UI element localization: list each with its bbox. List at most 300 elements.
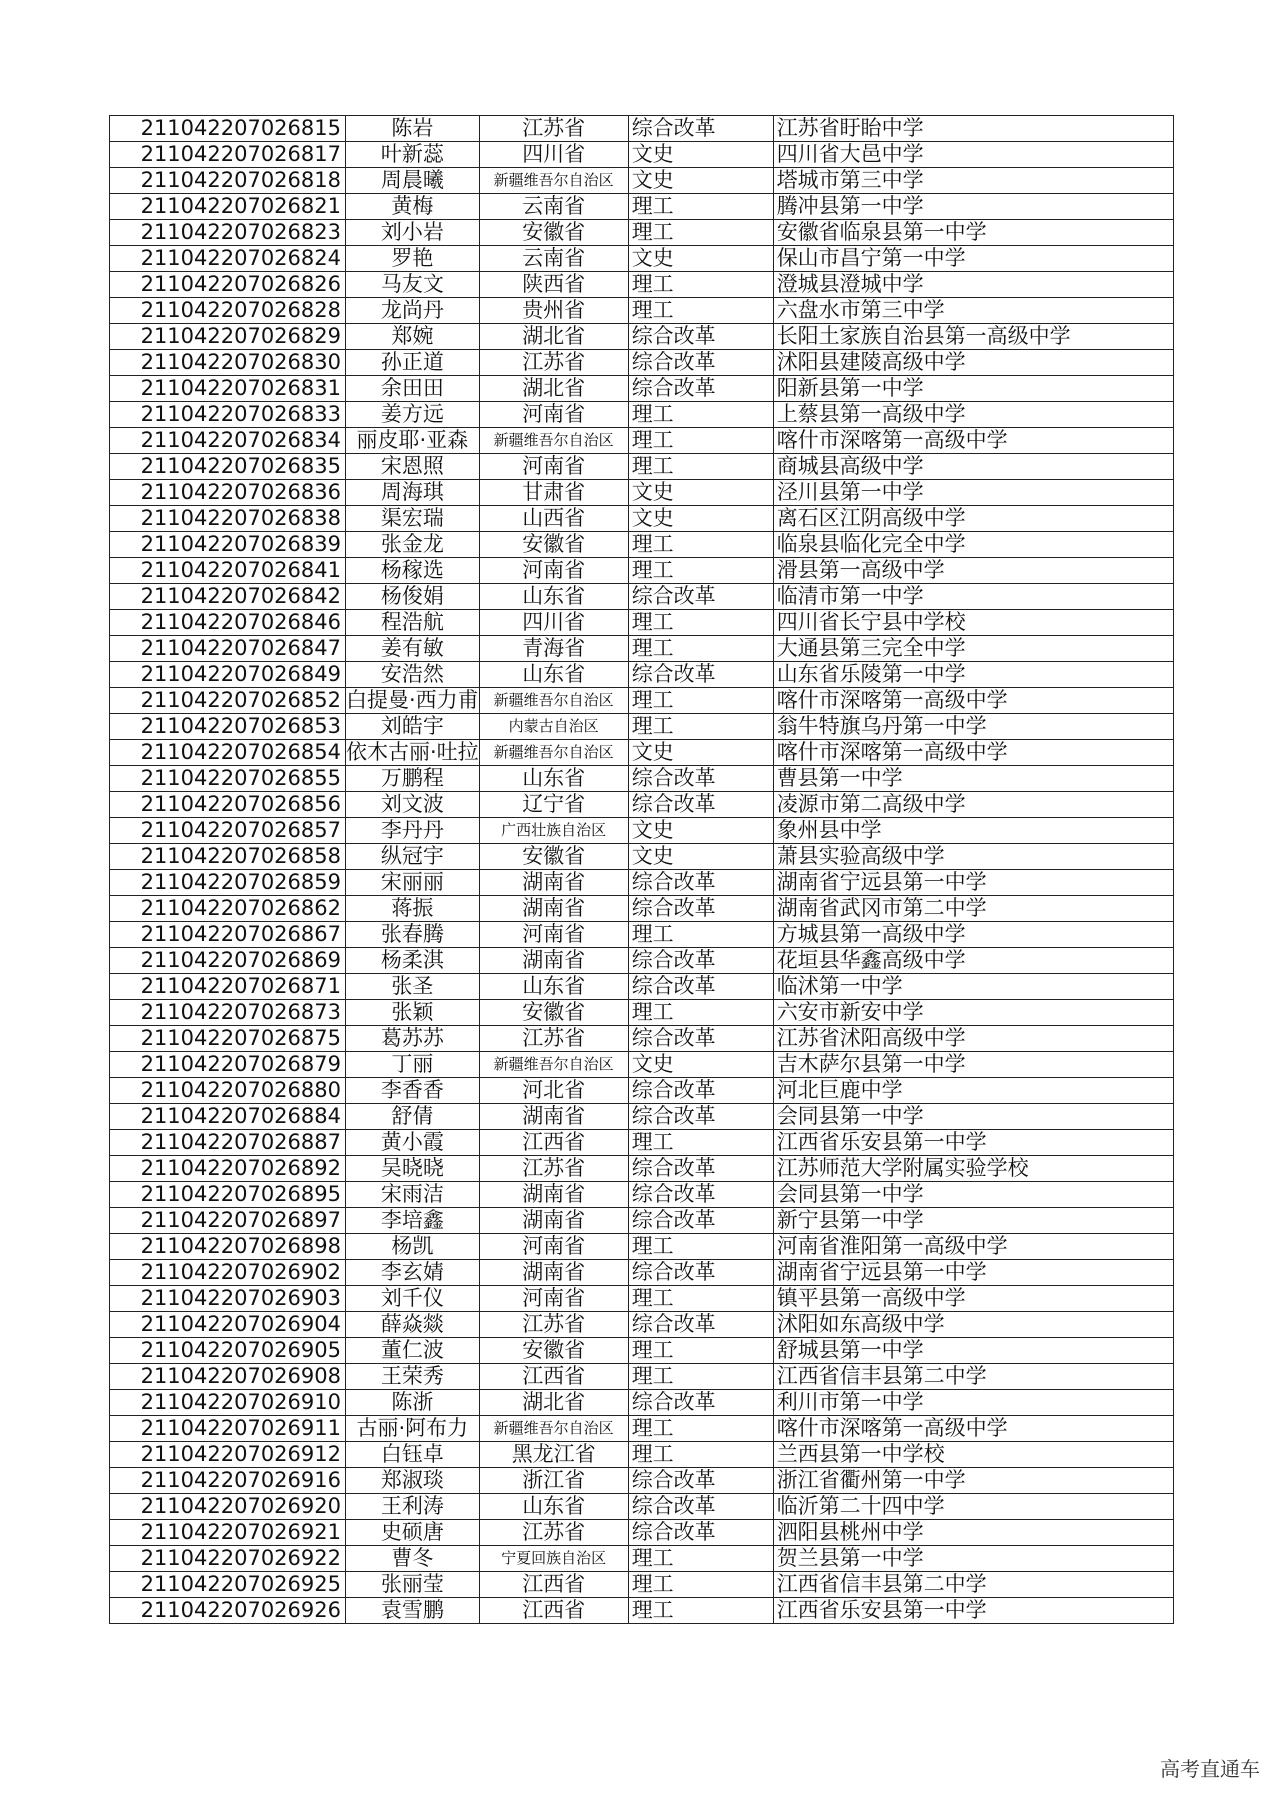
table-row — [110, 584, 1174, 610]
student-name-cell: 刘千仪 — [346, 1286, 480, 1312]
subject-type-cell: 综合改革 — [628, 1468, 773, 1494]
student-name-cell: 王利涛 — [346, 1494, 480, 1520]
subject-type-cell: 理工 — [628, 272, 773, 298]
school-cell: 临沭第一中学 — [773, 974, 1173, 1000]
province-cell: 云南省 — [479, 194, 628, 220]
subject-type-cell: 理工 — [628, 714, 773, 740]
province-cell: 山东省 — [479, 974, 628, 1000]
student-name-cell: 程浩航 — [346, 610, 480, 636]
student-id-cell: 211042207026902 — [110, 1260, 346, 1286]
student-name-cell: 渠宏瑞 — [346, 506, 480, 532]
school-cell: 江苏省盱眙中学 — [773, 116, 1173, 142]
student-id-cell: 211042207026839 — [110, 532, 346, 558]
table-row — [110, 558, 1174, 584]
table-row — [110, 1468, 1174, 1494]
province-cell: 甘肃省 — [479, 480, 628, 506]
table-row — [110, 350, 1174, 376]
table-row — [110, 1104, 1174, 1130]
province-cell: 河南省 — [479, 402, 628, 428]
table-row — [110, 454, 1174, 480]
student-name-cell: 葛苏苏 — [346, 1026, 480, 1052]
student-name-cell: 万鹏程 — [346, 766, 480, 792]
school-cell: 江西省乐安县第一中学 — [773, 1130, 1173, 1156]
subject-type-cell: 文史 — [628, 168, 773, 194]
school-cell: 凌源市第二高级中学 — [773, 792, 1173, 818]
subject-type-cell: 理工 — [628, 1000, 773, 1026]
province-cell: 山东省 — [479, 584, 628, 610]
subject-type-cell: 理工 — [628, 532, 773, 558]
subject-type-cell: 文史 — [628, 142, 773, 168]
province-cell: 江苏省 — [479, 116, 628, 142]
school-cell: 湖南省宁远县第一中学 — [773, 1260, 1173, 1286]
province-cell: 河南省 — [479, 922, 628, 948]
province-cell: 安徽省 — [479, 1000, 628, 1026]
school-cell: 镇平县第一高级中学 — [773, 1286, 1173, 1312]
table-row — [110, 1156, 1174, 1182]
school-cell: 河南省淮阳第一高级中学 — [773, 1234, 1173, 1260]
subject-type-cell: 理工 — [628, 558, 773, 584]
admission-table — [109, 115, 1174, 1624]
student-name-cell: 杨稼选 — [346, 558, 480, 584]
table-row — [110, 818, 1174, 844]
student-id-cell: 211042207026829 — [110, 324, 346, 350]
subject-type-cell: 综合改革 — [628, 1494, 773, 1520]
school-cell: 大通县第三完全中学 — [773, 636, 1173, 662]
student-id-cell: 211042207026817 — [110, 142, 346, 168]
province-cell: 湖南省 — [479, 870, 628, 896]
province-cell: 江苏省 — [479, 1312, 628, 1338]
student-name-cell: 宋恩照 — [346, 454, 480, 480]
province-cell: 湖南省 — [479, 1260, 628, 1286]
school-cell: 江西省信丰县第二中学 — [773, 1364, 1173, 1390]
student-name-cell: 依木古丽·吐拉 — [346, 740, 479, 764]
school-cell: 湖南省宁远县第一中学 — [773, 870, 1173, 896]
table-row — [110, 1234, 1174, 1260]
school-cell: 腾冲县第一中学 — [773, 194, 1173, 220]
table-row — [110, 324, 1174, 350]
table-row — [110, 714, 1174, 740]
school-cell: 四川省长宁县中学校 — [773, 610, 1173, 636]
student-id-cell: 211042207026875 — [110, 1026, 346, 1052]
student-id-cell: 211042207026862 — [110, 896, 346, 922]
province-cell: 新疆维吾尔自治区 — [479, 1416, 628, 1442]
school-cell: 安徽省临泉县第一中学 — [773, 220, 1173, 246]
student-id-cell: 211042207026847 — [110, 636, 346, 662]
subject-type-cell: 综合改革 — [628, 1026, 773, 1052]
subject-type-cell: 文史 — [628, 1052, 773, 1078]
student-name-cell: 李香香 — [346, 1078, 480, 1104]
student-name-cell: 张颖 — [346, 1000, 480, 1026]
school-cell: 滑县第一高级中学 — [773, 558, 1173, 584]
school-cell: 沭阳县建陵高级中学 — [773, 350, 1173, 376]
school-cell: 阳新县第一中学 — [773, 376, 1173, 402]
province-cell: 新疆维吾尔自治区 — [479, 168, 628, 194]
school-cell: 泗阳县桃州中学 — [773, 1520, 1173, 1546]
table-row — [110, 922, 1174, 948]
student-id-cell: 211042207026903 — [110, 1286, 346, 1312]
student-name-cell: 叶新蕊 — [346, 142, 480, 168]
student-id-cell: 211042207026879 — [110, 1052, 346, 1078]
subject-type-cell: 综合改革 — [628, 1260, 773, 1286]
subject-type-cell: 理工 — [628, 1442, 773, 1468]
province-cell: 陕西省 — [479, 272, 628, 298]
student-name-cell: 安浩然 — [346, 662, 480, 688]
table-row — [110, 974, 1174, 1000]
subject-type-cell: 文史 — [628, 844, 773, 870]
student-id-cell: 211042207026873 — [110, 1000, 346, 1026]
student-id-cell: 211042207026830 — [110, 350, 346, 376]
student-name-cell: 刘皓宇 — [346, 714, 480, 740]
student-id-cell: 211042207026887 — [110, 1130, 346, 1156]
student-name-cell: 舒倩 — [346, 1104, 480, 1130]
student-id-cell: 211042207026897 — [110, 1208, 346, 1234]
student-name-cell: 董仁波 — [346, 1338, 480, 1364]
student-name-cell: 白提曼·西力甫 — [346, 688, 479, 712]
province-cell: 江西省 — [479, 1364, 628, 1390]
table-row — [110, 844, 1174, 870]
student-id-cell: 211042207026824 — [110, 246, 346, 272]
province-cell: 河南省 — [479, 1286, 628, 1312]
student-name-cell: 张圣 — [346, 974, 480, 1000]
province-cell: 新疆维吾尔自治区 — [479, 428, 628, 454]
student-name-cell: 纵冠宇 — [346, 844, 480, 870]
student-id-cell: 211042207026911 — [110, 1416, 346, 1442]
table-row — [110, 1208, 1174, 1234]
subject-type-cell: 文史 — [628, 246, 773, 272]
student-name-cell: 余田田 — [346, 376, 480, 402]
province-cell: 湖南省 — [479, 1208, 628, 1234]
province-cell: 山东省 — [479, 662, 628, 688]
table-row — [110, 1286, 1174, 1312]
student-name-cell: 蒋振 — [346, 896, 480, 922]
school-cell: 沭阳如东高级中学 — [773, 1312, 1173, 1338]
subject-type-cell: 理工 — [628, 688, 773, 714]
subject-type-cell: 理工 — [628, 1598, 773, 1624]
student-id-cell: 211042207026912 — [110, 1442, 346, 1468]
subject-type-cell: 理工 — [628, 1364, 773, 1390]
student-id-cell: 211042207026910 — [110, 1390, 346, 1416]
student-id-cell: 211042207026869 — [110, 948, 346, 974]
student-name-cell: 宋雨洁 — [346, 1182, 480, 1208]
school-cell: 象州县中学 — [773, 818, 1173, 844]
school-cell: 喀什市深喀第一高级中学 — [773, 1416, 1173, 1442]
subject-type-cell: 综合改革 — [628, 948, 773, 974]
student-id-cell: 211042207026922 — [110, 1546, 346, 1572]
subject-type-cell: 综合改革 — [628, 1312, 773, 1338]
province-cell: 青海省 — [479, 636, 628, 662]
subject-type-cell: 理工 — [628, 1338, 773, 1364]
subject-type-cell: 综合改革 — [628, 376, 773, 402]
province-cell: 江西省 — [479, 1572, 628, 1598]
table-row — [110, 272, 1174, 298]
table-row — [110, 1026, 1174, 1052]
school-cell: 临泉县临化完全中学 — [773, 532, 1173, 558]
subject-type-cell: 理工 — [628, 1572, 773, 1598]
province-cell: 河南省 — [479, 558, 628, 584]
table-row — [110, 1494, 1174, 1520]
student-id-cell: 211042207026892 — [110, 1156, 346, 1182]
province-cell: 宁夏回族自治区 — [479, 1546, 628, 1572]
student-name-cell: 郑淑琰 — [346, 1468, 480, 1494]
student-name-cell: 杨凯 — [346, 1234, 480, 1260]
school-cell: 上蔡县第一高级中学 — [773, 402, 1173, 428]
student-name-cell: 陈浙 — [346, 1390, 480, 1416]
subject-type-cell: 综合改革 — [628, 350, 773, 376]
province-cell: 湖南省 — [479, 896, 628, 922]
subject-type-cell: 综合改革 — [628, 324, 773, 350]
student-name-cell: 杨柔淇 — [346, 948, 480, 974]
school-cell: 舒城县第一中学 — [773, 1338, 1173, 1364]
province-cell: 新疆维吾尔自治区 — [479, 740, 628, 766]
table-row — [110, 506, 1174, 532]
student-name-cell: 张金龙 — [346, 532, 480, 558]
province-cell: 湖南省 — [479, 1182, 628, 1208]
student-id-cell: 211042207026846 — [110, 610, 346, 636]
table-row — [110, 662, 1174, 688]
student-id-cell: 211042207026853 — [110, 714, 346, 740]
table-row — [110, 1520, 1174, 1546]
province-cell: 云南省 — [479, 246, 628, 272]
student-id-cell: 211042207026920 — [110, 1494, 346, 1520]
student-name-cell: 李丹丹 — [346, 818, 480, 844]
student-id-cell: 211042207026835 — [110, 454, 346, 480]
school-cell: 临沂第二十四中学 — [773, 1494, 1173, 1520]
school-cell: 花垣县华鑫高级中学 — [773, 948, 1173, 974]
school-cell: 新宁县第一中学 — [773, 1208, 1173, 1234]
student-id-cell: 211042207026849 — [110, 662, 346, 688]
province-cell: 山西省 — [479, 506, 628, 532]
subject-type-cell: 综合改革 — [628, 870, 773, 896]
student-id-cell: 211042207026836 — [110, 480, 346, 506]
student-name-cell: 黄小霞 — [346, 1130, 480, 1156]
province-cell: 江苏省 — [479, 1026, 628, 1052]
subject-type-cell: 理工 — [628, 1234, 773, 1260]
table-row — [110, 428, 1174, 454]
subject-type-cell: 综合改革 — [628, 792, 773, 818]
school-cell: 利川市第一中学 — [773, 1390, 1173, 1416]
subject-type-cell: 理工 — [628, 220, 773, 246]
school-cell: 兰西县第一中学校 — [773, 1442, 1173, 1468]
student-name-cell: 丽皮耶·亚森 — [346, 428, 480, 454]
student-name-cell: 史硕唐 — [346, 1520, 480, 1546]
subject-type-cell: 综合改革 — [628, 662, 773, 688]
province-cell: 四川省 — [479, 142, 628, 168]
school-cell: 方城县第一高级中学 — [773, 922, 1173, 948]
table-row — [110, 792, 1174, 818]
table-row — [110, 870, 1174, 896]
student-id-cell: 211042207026921 — [110, 1520, 346, 1546]
province-cell: 湖北省 — [479, 324, 628, 350]
province-cell: 江西省 — [479, 1130, 628, 1156]
table-row — [110, 740, 1174, 766]
school-cell: 喀什市深喀第一高级中学 — [773, 740, 1173, 766]
province-cell: 河南省 — [479, 1234, 628, 1260]
student-id-cell: 211042207026857 — [110, 818, 346, 844]
subject-type-cell: 理工 — [628, 1546, 773, 1572]
student-name-cell: 李培鑫 — [346, 1208, 480, 1234]
subject-type-cell: 理工 — [628, 1286, 773, 1312]
school-cell: 六盘水市第三中学 — [773, 298, 1173, 324]
province-cell: 湖南省 — [479, 948, 628, 974]
student-id-cell: 211042207026905 — [110, 1338, 346, 1364]
subject-type-cell: 理工 — [628, 636, 773, 662]
subject-type-cell: 理工 — [628, 454, 773, 480]
student-id-cell: 211042207026895 — [110, 1182, 346, 1208]
student-name-cell: 黄梅 — [346, 194, 480, 220]
student-name-cell: 罗艳 — [346, 246, 480, 272]
school-cell: 吉木萨尔县第一中学 — [773, 1052, 1173, 1078]
school-cell: 会同县第一中学 — [773, 1182, 1173, 1208]
table-row — [110, 246, 1174, 272]
school-cell: 江苏省沭阳高级中学 — [773, 1026, 1173, 1052]
table-row — [110, 194, 1174, 220]
table-row — [110, 1572, 1174, 1598]
table-row — [110, 896, 1174, 922]
subject-type-cell: 理工 — [628, 1416, 773, 1442]
student-name-cell: 曹冬 — [346, 1546, 480, 1572]
student-id-cell: 211042207026831 — [110, 376, 346, 402]
table-row — [110, 1416, 1174, 1442]
table-row — [110, 376, 1174, 402]
student-name-cell: 郑婉 — [346, 324, 480, 350]
table-row — [110, 636, 1174, 662]
student-id-cell: 211042207026858 — [110, 844, 346, 870]
table-row — [110, 298, 1174, 324]
student-id-cell: 211042207026854 — [110, 740, 346, 766]
subject-type-cell: 综合改革 — [628, 1104, 773, 1130]
table-row — [110, 688, 1174, 714]
student-name-cell: 马友文 — [346, 272, 480, 298]
watermark-text: 高考直通车 — [1160, 1757, 1260, 1781]
student-name-cell: 宋丽丽 — [346, 870, 480, 896]
province-cell: 黑龙江省 — [479, 1442, 628, 1468]
table-row — [110, 1052, 1174, 1078]
student-name-cell: 周晨曦 — [346, 168, 480, 194]
school-cell: 离石区江阴高级中学 — [773, 506, 1173, 532]
student-id-cell: 211042207026823 — [110, 220, 346, 246]
province-cell: 山东省 — [479, 766, 628, 792]
school-cell: 江苏师范大学附属实验学校 — [773, 1156, 1173, 1182]
province-cell: 湖北省 — [479, 1390, 628, 1416]
student-name-cell: 张丽莹 — [346, 1572, 480, 1598]
table-row — [110, 1338, 1174, 1364]
school-cell: 六安市新安中学 — [773, 1000, 1173, 1026]
school-cell: 贺兰县第一中学 — [773, 1546, 1173, 1572]
province-cell: 安徽省 — [479, 1338, 628, 1364]
table-row — [110, 1260, 1174, 1286]
school-cell: 临清市第一中学 — [773, 584, 1173, 610]
student-name-cell: 李玄婧 — [346, 1260, 480, 1286]
subject-type-cell: 综合改革 — [628, 1182, 773, 1208]
subject-type-cell: 理工 — [628, 194, 773, 220]
student-id-cell: 211042207026926 — [110, 1598, 346, 1624]
student-id-cell: 211042207026838 — [110, 506, 346, 532]
table-row — [110, 142, 1174, 168]
subject-type-cell: 综合改革 — [628, 116, 773, 142]
school-cell: 长阳土家族自治县第一高级中学 — [773, 324, 1173, 350]
student-id-cell: 211042207026841 — [110, 558, 346, 584]
province-cell: 新疆维吾尔自治区 — [479, 688, 628, 714]
province-cell: 广西壮族自治区 — [479, 818, 628, 844]
student-name-cell: 张春腾 — [346, 922, 480, 948]
province-cell: 河南省 — [479, 454, 628, 480]
subject-type-cell: 综合改革 — [628, 1208, 773, 1234]
student-id-cell: 211042207026898 — [110, 1234, 346, 1260]
student-id-cell: 211042207026859 — [110, 870, 346, 896]
table-row — [110, 1182, 1174, 1208]
student-name-cell: 丁丽 — [346, 1052, 480, 1078]
table-row — [110, 1598, 1174, 1624]
school-cell: 山东省乐陵第一中学 — [773, 662, 1173, 688]
school-cell: 喀什市深喀第一高级中学 — [773, 688, 1173, 714]
student-id-cell: 211042207026916 — [110, 1468, 346, 1494]
school-cell: 泾川县第一中学 — [773, 480, 1173, 506]
school-cell: 江西省信丰县第二中学 — [773, 1572, 1173, 1598]
subject-type-cell: 文史 — [628, 506, 773, 532]
student-id-cell: 211042207026828 — [110, 298, 346, 324]
province-cell: 安徽省 — [479, 532, 628, 558]
school-cell: 萧县实验高级中学 — [773, 844, 1173, 870]
student-name-cell: 龙尚丹 — [346, 298, 480, 324]
student-id-cell: 211042207026834 — [110, 428, 346, 454]
student-id-cell: 211042207026884 — [110, 1104, 346, 1130]
table-row — [110, 1078, 1174, 1104]
student-name-cell: 杨俊娟 — [346, 584, 480, 610]
student-name-cell: 刘小岩 — [346, 220, 480, 246]
subject-type-cell: 文史 — [628, 818, 773, 844]
school-cell: 保山市昌宁第一中学 — [773, 246, 1173, 272]
student-id-cell: 211042207026815 — [110, 116, 346, 142]
student-id-cell: 211042207026856 — [110, 792, 346, 818]
school-cell: 曹县第一中学 — [773, 766, 1173, 792]
table-row — [110, 220, 1174, 246]
subject-type-cell: 综合改革 — [628, 974, 773, 1000]
student-id-cell: 211042207026833 — [110, 402, 346, 428]
student-name-cell: 吴晓晓 — [346, 1156, 480, 1182]
student-id-cell: 211042207026842 — [110, 584, 346, 610]
admission-list-sheet — [109, 115, 1174, 1624]
province-cell: 浙江省 — [479, 1468, 628, 1494]
school-cell: 喀什市深喀第一高级中学 — [773, 428, 1173, 454]
province-cell: 安徽省 — [479, 844, 628, 870]
table-row — [110, 402, 1174, 428]
student-id-cell: 211042207026871 — [110, 974, 346, 1000]
province-cell: 河北省 — [479, 1078, 628, 1104]
student-name-cell: 王荣秀 — [346, 1364, 480, 1390]
province-cell: 安徽省 — [479, 220, 628, 246]
subject-type-cell: 理工 — [628, 1130, 773, 1156]
province-cell: 江西省 — [479, 1598, 628, 1624]
school-cell: 翁牛特旗乌丹第一中学 — [773, 714, 1173, 740]
school-cell: 湖南省武冈市第二中学 — [773, 896, 1173, 922]
subject-type-cell: 理工 — [628, 428, 773, 454]
table-row — [110, 766, 1174, 792]
school-cell: 浙江省衢州第一中学 — [773, 1468, 1173, 1494]
school-cell: 四川省大邑中学 — [773, 142, 1173, 168]
subject-type-cell: 文史 — [628, 480, 773, 506]
province-cell: 湖南省 — [479, 1104, 628, 1130]
student-id-cell: 211042207026904 — [110, 1312, 346, 1338]
student-name-cell: 姜方远 — [346, 402, 480, 428]
subject-type-cell: 理工 — [628, 610, 773, 636]
student-name-cell: 姜有敏 — [346, 636, 480, 662]
table-row — [110, 1364, 1174, 1390]
table-row — [110, 532, 1174, 558]
student-id-cell: 211042207026867 — [110, 922, 346, 948]
province-cell: 四川省 — [479, 610, 628, 636]
province-cell: 山东省 — [479, 1494, 628, 1520]
student-id-cell: 211042207026925 — [110, 1572, 346, 1598]
